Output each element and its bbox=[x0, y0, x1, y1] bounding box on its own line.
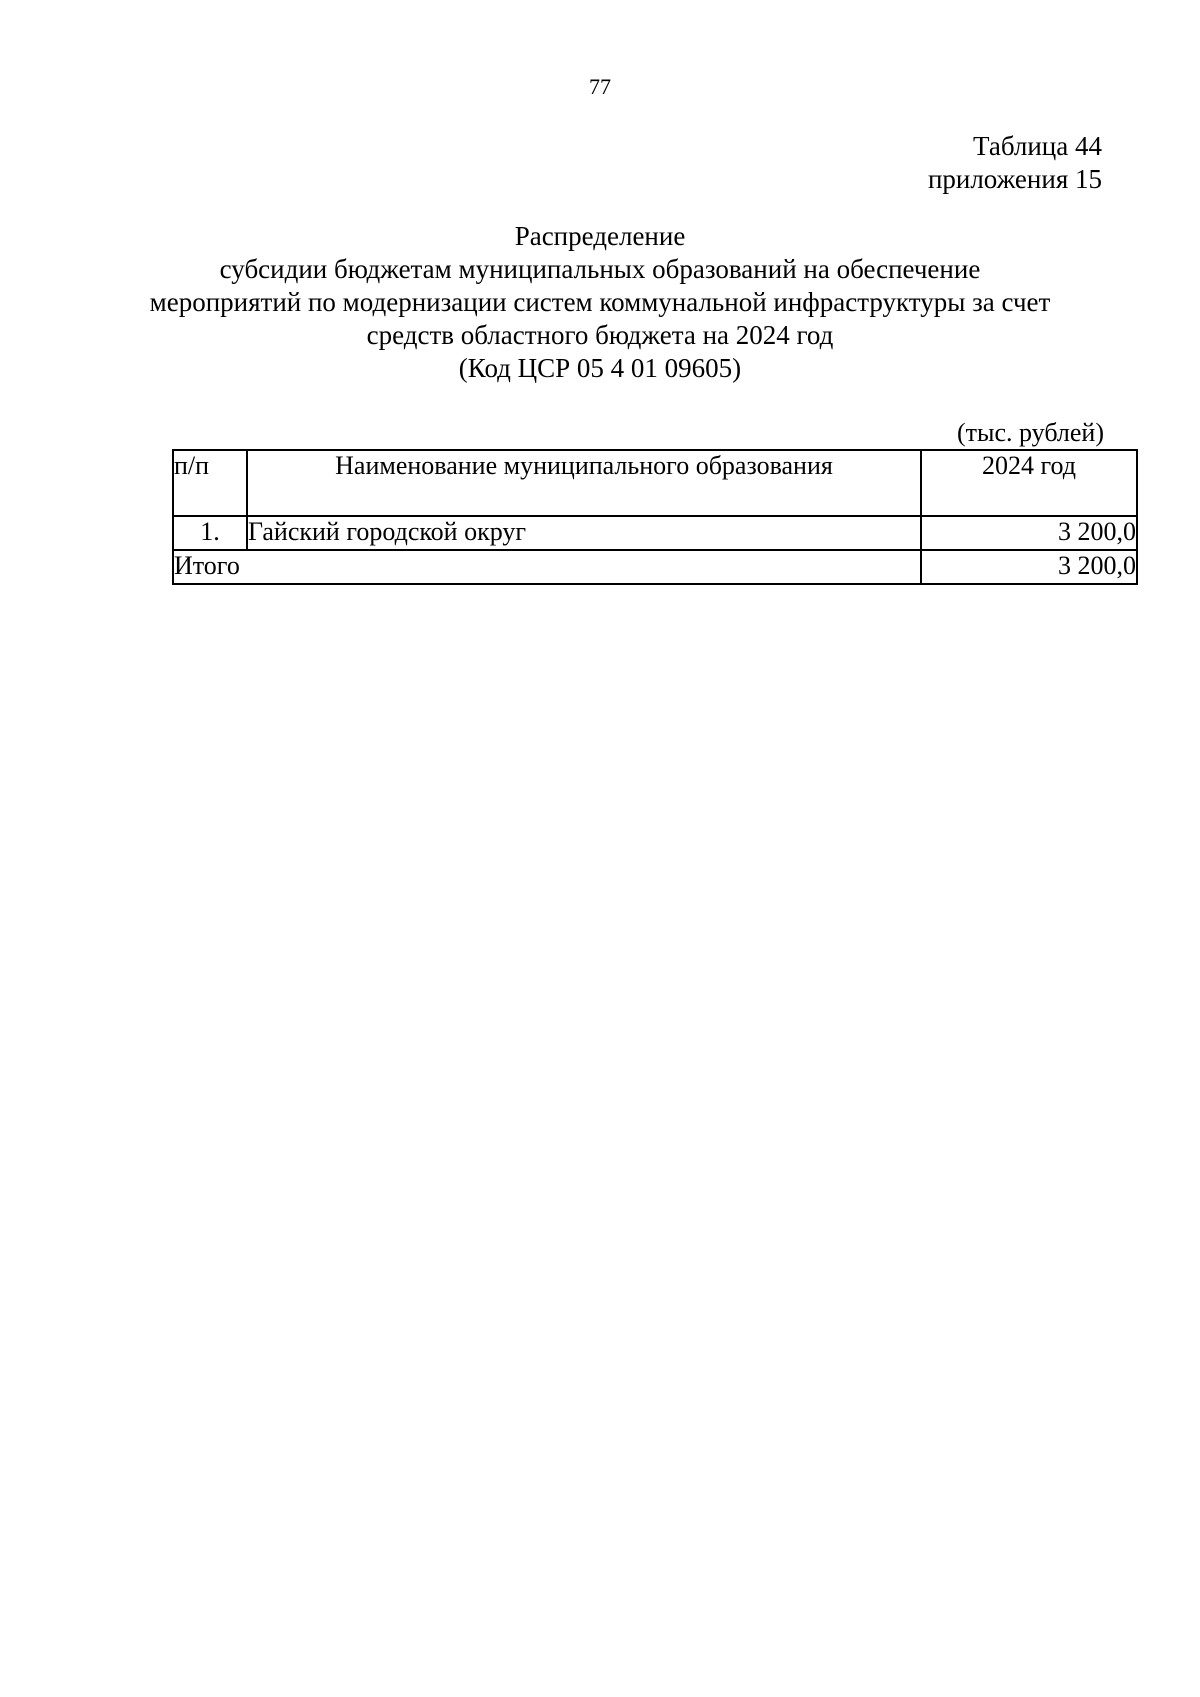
distribution-table bbox=[172, 449, 1138, 585]
table-number: Таблица 44 bbox=[973, 131, 1102, 161]
title-line-1: Распределение bbox=[514, 221, 686, 251]
title-line-4: средств областного бюджета на 2024 год bbox=[366, 320, 834, 350]
row-municipality-name: Гайский городской округ bbox=[247, 516, 921, 550]
header-number: п/п bbox=[173, 450, 247, 516]
total-row bbox=[173, 550, 1137, 584]
table-reference bbox=[928, 130, 1102, 196]
table-header-row bbox=[173, 450, 1137, 516]
appendix-number: приложения 15 bbox=[927, 164, 1102, 194]
total-value: 3 200,0 bbox=[921, 550, 1137, 584]
total-label: Итого bbox=[173, 550, 921, 584]
table-row bbox=[173, 516, 1137, 550]
document-title bbox=[100, 220, 1100, 385]
title-line-3: мероприятий по модернизации систем коммунальной инфраструктуры за счет bbox=[149, 287, 1051, 317]
row-value: 3 200,0 bbox=[921, 516, 1137, 550]
row-number: 1. bbox=[173, 516, 247, 550]
header-municipality-name: Наименование муниципального образования bbox=[247, 450, 921, 516]
units-label: (тыс. рублей) bbox=[956, 418, 1104, 447]
budget-code: (Код ЦСР 05 4 01 09605) bbox=[458, 353, 742, 383]
title-line-2: субсидии бюджетам муниципальных образований на обеспечение bbox=[219, 254, 981, 284]
header-year: 2024 год bbox=[921, 450, 1137, 516]
page-number: 77 bbox=[589, 74, 611, 99]
